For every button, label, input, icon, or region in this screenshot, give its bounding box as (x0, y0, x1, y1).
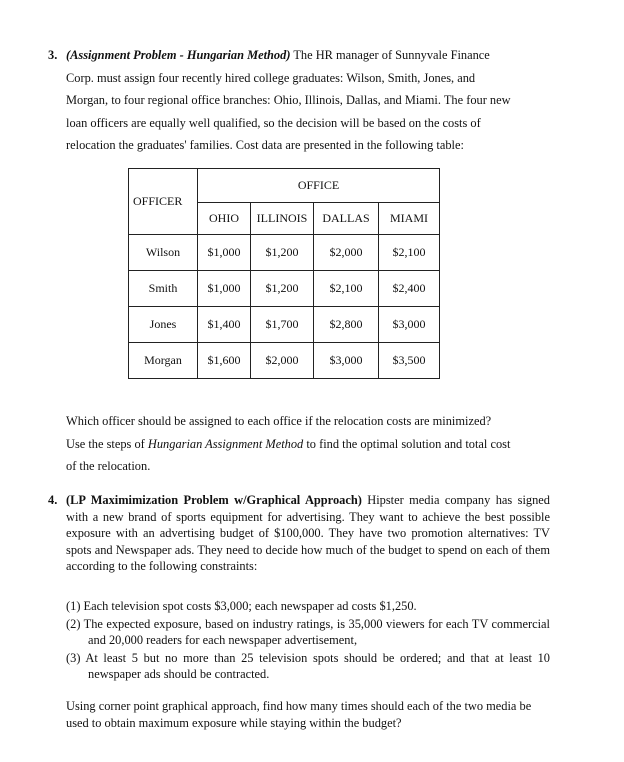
problem-4-title: (LP Maximimization Problem w/Graphical Approach) (66, 493, 362, 507)
cost-cell: $3,000 (379, 307, 440, 343)
problem-3 (48, 44, 566, 157)
column-header: OHIO (198, 203, 251, 235)
officer-name: Wilson (129, 235, 198, 271)
cost-cell: $1,400 (198, 307, 251, 343)
table-row (129, 307, 440, 343)
officer-header: OFFICER (129, 169, 198, 235)
cost-cell: $1,200 (251, 235, 314, 271)
cost-cell: $2,000 (314, 235, 379, 271)
problem-4-question: Using corner point graphical approach, find how many times should each of the two media be used to obtain maximum exposure while staying within the budget? (66, 699, 532, 730)
column-header: MIAMI (379, 203, 440, 235)
table-row (129, 235, 440, 271)
problem-4-text: Hipster media company has signed with a new brand of sports equipment for advertising. They want to achieve the best possible exposure with an advertising budget of $100,000. They have two promotion alternatives: TV spots and Newspaper ads. They need to decide how much of the budget to spend on each of them according to the following constraints: (66, 493, 550, 574)
cost-cell: $1,000 (198, 271, 251, 307)
problem-4 (48, 492, 550, 575)
cost-cell: $2,400 (379, 271, 440, 307)
cost-cell: $1,000 (198, 235, 251, 271)
cost-cell: $1,200 (251, 271, 314, 307)
officer-name: Jones (129, 307, 198, 343)
list-item: (1) Each television spot costs $3,000; each newspaper ad costs $1,250. (66, 599, 417, 613)
cost-cell: $2,800 (314, 307, 379, 343)
cost-cell: $2,000 (251, 343, 314, 379)
column-header: DALLAS (314, 203, 379, 235)
problem-3-line-4: loan officers are equally well qualified, so the decision will be based on the costs of (66, 115, 481, 130)
table-row (129, 271, 440, 307)
question-line-2: Use the steps of Hungarian Assignment Method to find the optimal solution and total cost (66, 436, 511, 451)
officer-name: Smith (129, 271, 198, 307)
problem-4-number: 4. (48, 493, 58, 507)
problem-3-line-3: Morgan, to four regional office branches: Ohio, Illinois, Dallas, and Miami. The four new (66, 93, 511, 108)
cost-table (128, 168, 440, 379)
list-item: (2) The expected exposure, based on industry ratings, is 35,000 viewers for each TV commercial and 20,000 readers for each newspaper advertisement, (66, 616, 550, 648)
list-item: (3) At least 5 but no more than 25 television spots should be ordered; and that at least 10 newspaper ads should be contracted. (66, 650, 550, 682)
question-line-3: of the relocation. (66, 459, 151, 474)
cost-cell: $3,500 (379, 343, 440, 379)
problem-3-question (66, 410, 566, 478)
cost-cell: $1,700 (251, 307, 314, 343)
problem-3-number: 3. (48, 48, 58, 62)
column-header: ILLINOIS (251, 203, 314, 235)
problem-3-line-1: (Assignment Problem - Hungarian Method) The HR manager of Sunnyvale Finance (66, 48, 490, 62)
office-header: OFFICE (198, 169, 440, 203)
problem-3-line-5: relocation the graduates' families. Cost data are presented in the following table: (66, 138, 464, 153)
method-name: Hungarian Assignment Method (147, 436, 304, 451)
cost-cell: $2,100 (314, 271, 379, 307)
cost-cell: $2,100 (379, 235, 440, 271)
table-header-row (129, 169, 440, 203)
table-row (129, 343, 440, 379)
problem-3-line-2: Corp. must assign four recently hired college graduates: Wilson, Smith, Jones, and (66, 70, 476, 85)
question-line-1: Which officer should be assigned to each office if the relocation costs are minimized? (66, 414, 492, 428)
constraints-list (66, 598, 550, 684)
cost-cell: $3,000 (314, 343, 379, 379)
officer-name: Morgan (129, 343, 198, 379)
problem-3-title: (Assignment Problem - Hungarian Method) (66, 48, 291, 62)
cost-cell: $1,600 (198, 343, 251, 379)
